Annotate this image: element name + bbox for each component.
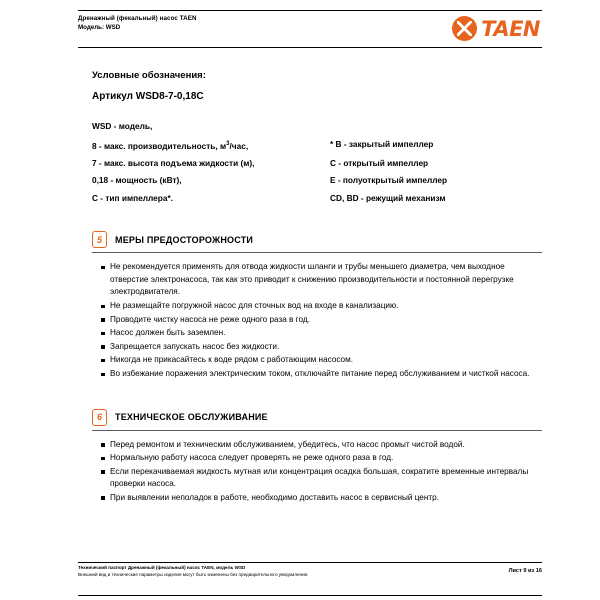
legend-row: [92, 118, 542, 136]
footer-rule-bottom: [78, 595, 542, 596]
list-item: Не рекомендуется применять для отвода жидкости шланги и трубы меньшего диаметра, чем выходное отверстие электронасоса, так как это приводит к снижению производительности и постоянной перегрузке электродвигателя.: [92, 261, 542, 299]
maintenance-list: [92, 439, 542, 505]
legend-row: [92, 155, 542, 173]
legend-right-item: * B - закрытый импеллер: [330, 138, 434, 149]
legend-left-item: 0,18 - мощность (кВт),: [92, 175, 182, 186]
header-subtitle: Модель: WSD: [78, 24, 121, 31]
header-rule-bottom: [78, 47, 542, 48]
list-item: Если перекачиваемая жидкость мутная или концентрация осадка большая, сократите временные интервалы проверки насоса.: [92, 466, 542, 491]
list-item: Нормальную работу насоса следует проверять не реже одного раза в год.: [92, 452, 542, 465]
section-number-badge: 5: [92, 231, 107, 248]
page-footer: [78, 562, 542, 596]
section-header: [92, 409, 542, 431]
section-title: ТЕХНИЧЕСКОЕ ОБСЛУЖИВАНИЕ: [115, 412, 268, 423]
legend-table: [92, 118, 542, 207]
document-content: [92, 70, 542, 506]
legend-row: [92, 190, 542, 208]
list-item: Перед ремонтом и техническим обслуживанием, убедитесь, что насос промыт чистой водой.: [92, 439, 542, 452]
list-item: Запрещается запускать насос без жидкости.: [92, 341, 542, 354]
header-title: Дренажный (фекальный) насос TAEN: [78, 15, 197, 22]
section-title: МЕРЫ ПРЕДОСТОРОЖНОСТИ: [115, 234, 254, 245]
footer-text: [78, 565, 308, 578]
legend-row: [92, 136, 542, 155]
brand-logo: [452, 16, 540, 41]
legend-row: [92, 172, 542, 190]
legend-right-item: [330, 118, 542, 136]
footer-line-1: Технический паспорт Дренажный (фекальный) насос TAEN, модель WSD: [78, 565, 246, 570]
section-header: [92, 231, 542, 253]
section-number-badge: 6: [92, 409, 107, 426]
article-code: Артикул WSD8-7-0,18C: [92, 91, 204, 102]
list-item: Проводите чистку насоса не реже одного раза в год.: [92, 314, 542, 327]
legend-left-item: 7 - макс. высота подъема жидкости (м),: [92, 157, 255, 168]
safety-list: [92, 261, 542, 380]
list-item: Насос должен быть заземлен.: [92, 327, 542, 340]
header-rule-top: [78, 10, 542, 11]
list-item: Никогда не прикасайтесь к воде рядом с работающим насосом.: [92, 354, 542, 367]
footer-content: [78, 563, 542, 578]
legend-left-item: 8 - макс. производительность, $м^3$/час,: [92, 140, 249, 151]
taen-logo-icon: [452, 16, 477, 41]
page-number: Лист 9 из 16: [508, 568, 542, 574]
list-item: Во избежание поражения электрическим током, отключайте питание перед обслуживанием и чисткой насоса.: [92, 368, 542, 381]
legend-left-item: C - тип импеллера*.: [92, 192, 173, 203]
legend-left-item: WSD - модель,: [92, 121, 153, 131]
section-safety: [92, 231, 542, 380]
footer-line-2: Внешний вид и технические параметры изделия могут быть изменены без предварительного уведомления.: [78, 571, 309, 577]
legend-heading: Условные обозначения:: [92, 70, 206, 81]
brand-name: TAEN: [481, 16, 540, 41]
section-maintenance: [92, 409, 542, 505]
list-item: При выявлении неполадок в работе, необходимо доставить насос в сервисный центр.: [92, 492, 542, 505]
legend-right-item: E - полуоткрытый импеллер: [330, 175, 448, 186]
page-header: [78, 14, 540, 50]
list-item: Не размещайте погружной насос для сточных вод на входе в канализацию.: [92, 300, 542, 313]
legend-right-item: C - открытый импеллер: [330, 157, 429, 168]
legend-right-item: CD, BD - режущий механизм: [330, 192, 446, 203]
